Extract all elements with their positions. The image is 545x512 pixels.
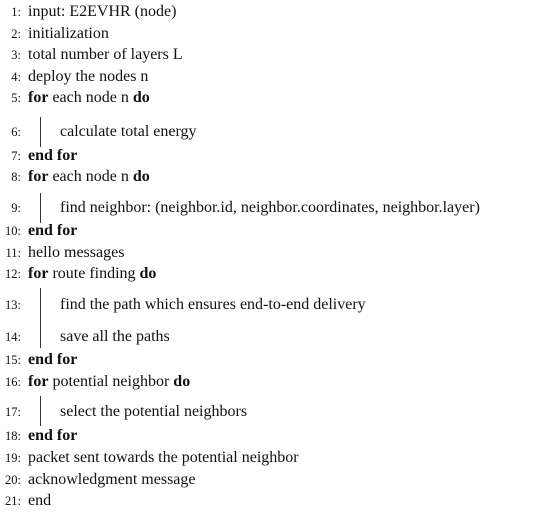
line-text: deploy the nodes n — [28, 68, 149, 85]
line-number: 16: — [5, 375, 21, 389]
line-text: find the path which ensures end-to-end delivery — [60, 296, 366, 313]
keyword: for — [28, 89, 49, 106]
algorithm-line — [0, 327, 545, 347]
algorithm-line — [0, 45, 545, 65]
line-number: 13: — [5, 298, 21, 312]
algorithm-line — [0, 426, 545, 446]
line-text: hello messages — [28, 244, 125, 261]
algorithm-line — [0, 243, 545, 263]
line-number: 5: — [11, 91, 21, 105]
keyword: do — [132, 89, 150, 106]
line-number: 4: — [11, 70, 21, 84]
line-number: 9: — [11, 201, 21, 215]
keyword: for — [28, 373, 49, 390]
line-text: save all the paths — [60, 328, 170, 345]
algorithm-line — [0, 221, 545, 241]
algorithm-line — [0, 372, 545, 392]
line-number: 21: — [5, 494, 21, 508]
line-number: 14: — [5, 330, 21, 344]
loop-condition: each node n — [48, 89, 133, 106]
keyword: do — [173, 373, 191, 390]
algorithm-line — [0, 67, 545, 87]
line-number: 8: — [11, 170, 21, 184]
keyword: end for — [28, 427, 78, 444]
loop-condition: route finding — [48, 265, 140, 282]
line-number: 11: — [5, 246, 21, 260]
line-number: 10: — [5, 224, 21, 238]
algorithm-line — [0, 122, 545, 142]
line-text — [28, 372, 190, 392]
line-text: select the potential neighbors — [60, 403, 248, 420]
algorithm-line — [0, 350, 545, 370]
algorithm-line — [0, 167, 545, 187]
algorithm-line — [0, 470, 545, 490]
line-number: 19: — [5, 451, 21, 465]
loop-condition: each node n — [48, 168, 133, 185]
algorithm-line — [0, 2, 545, 22]
line-text: packet sent towards the potential neighbor — [28, 449, 299, 466]
line-text: total number of layers L — [28, 46, 183, 63]
algorithm-line — [0, 24, 545, 44]
line-text: input: E2EVHR (node) — [28, 3, 177, 20]
keyword: end for — [28, 351, 78, 368]
keyword: do — [132, 168, 150, 185]
line-text: acknowledgment message — [28, 471, 196, 488]
keyword: end for — [28, 147, 78, 164]
algorithm-line — [0, 264, 545, 284]
line-number: 17: — [5, 405, 21, 419]
line-number: 20: — [5, 473, 21, 487]
algorithm-line — [0, 198, 545, 218]
line-number: 7: — [11, 149, 21, 163]
line-number: 15: — [5, 353, 21, 367]
line-text: initialization — [28, 25, 109, 42]
keyword: for — [28, 168, 49, 185]
line-text — [28, 167, 150, 187]
line-text — [28, 264, 156, 284]
algorithm-line — [0, 88, 545, 108]
line-number: 6: — [11, 125, 21, 139]
algorithm-line — [0, 448, 545, 468]
line-number: 2: — [11, 27, 21, 41]
line-number: 18: — [5, 429, 21, 443]
line-text: end — [28, 492, 52, 509]
algorithm-line — [0, 146, 545, 166]
line-number: 1: — [11, 5, 21, 19]
keyword: do — [139, 265, 157, 282]
algorithm-line — [0, 295, 545, 315]
algorithm-line — [0, 491, 545, 511]
line-number: 3: — [11, 48, 21, 62]
line-number: 12: — [5, 267, 21, 281]
algorithm-line — [0, 402, 545, 422]
line-text — [28, 88, 150, 108]
line-text: find neighbor: (neighbor.id, neighbor.coordinates, neighbor.layer) — [60, 199, 480, 216]
loop-condition: potential neighbor — [48, 373, 174, 390]
line-text: calculate total energy — [60, 123, 197, 140]
keyword: for — [28, 265, 49, 282]
keyword: end for — [28, 222, 78, 239]
